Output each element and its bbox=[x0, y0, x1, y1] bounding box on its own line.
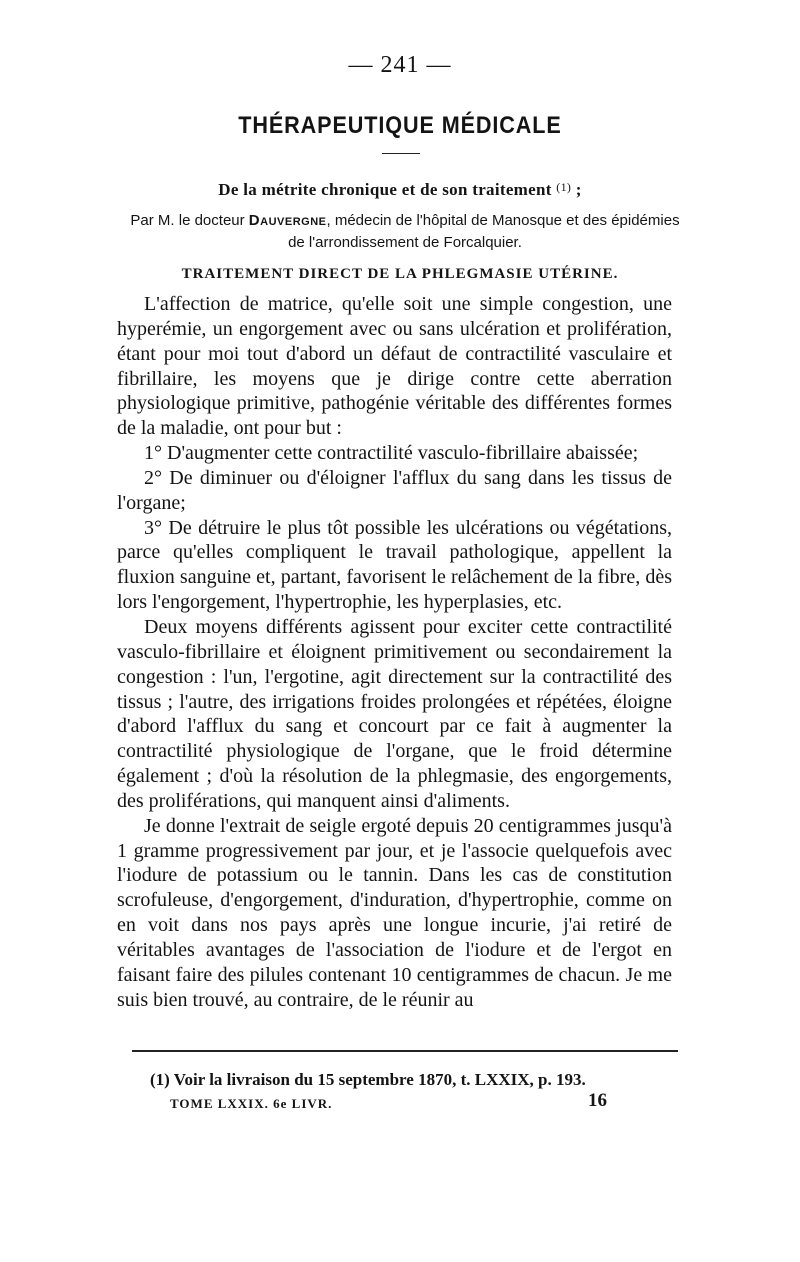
article-title-text: De la métrite chronique et de son traitement bbox=[218, 180, 552, 199]
title-rule bbox=[382, 153, 420, 154]
paragraph: 2° De diminuer ou d'éloigner l'afflux du sang dans les tissus de l'organe; bbox=[117, 466, 672, 514]
paragraph: 3° De détruire le plus tôt possible les ulcérations ou végétations, parce qu'elles compliquent le travail pathologique, appellent la fluxion sanguine et, partant, favorisent le relâchement de la fibre, dès lors l'engorgement, l'hypertrophie, les hyperplasies, etc. bbox=[117, 516, 672, 614]
paragraph: L'affection de matrice, qu'elle soit une simple congestion, une hyperémie, un engorgement avec ou sans ulcération et prolifération, étant pour moi tout d'abord un défaut de contractilité vasculaire et fibrillaire, les moyens que je dirige contre cette aberration physiologique primitive, pathogénie véritable des différentes formes de la maladie, ont pour but : bbox=[117, 293, 672, 440]
author-prefix: Par M. le docteur bbox=[130, 212, 245, 229]
body-text bbox=[117, 292, 672, 1012]
footnote-rule bbox=[132, 1050, 678, 1052]
signature-number: 16 bbox=[588, 1090, 607, 1111]
footnote: (1) Voir la livraison du 15 septembre 1870, t. LXXIX, p. 193. bbox=[150, 1070, 586, 1089]
article-title bbox=[0, 180, 800, 200]
section-title: THÉRAPEUTIQUE MÉDICALE bbox=[238, 112, 562, 139]
paragraph: Deux moyens différents agissent pour exciter cette contractilité vasculo-fibrillaire et éloignent primitivement ou secondairement la congestion : l'un, l'ergotine, agit directement sur la contractilité des tissus ; l'autre, des irrigations froides prolongées et répétées, éloigne d'abord l'afflux du sang et concourt par ce fait à augmenter la contractilité physiologique de l'organe, que le froid détermine également ; d'où la résolution de la phlegmasie, des engorgements, des proliférations, qui manquent ainsi d'aliments. bbox=[117, 615, 672, 812]
article-title-end: ; bbox=[575, 180, 582, 199]
author-affiliation-2: de l'arrondissement de Forcalquier. bbox=[288, 234, 522, 251]
paragraph: Je donne l'extrait de seigle ergoté depuis 20 centigrammes jusqu'à 1 gramme progressivement par jour, et je l'associe quelquefois avec l'iodure de potassium ou le tannin. Dans les cas de constitution scrofuleuse, d'engorgement, d'induration, d'hypertrophie, comme on en voit dans nos pays après une longue incurie, j'ai retiré de véritables avantages de l'association de l'iodure et de l'ergot en faisant faire des pilules contenant 10 centigrammes de chacun. Je me suis bien trouvé, au contraire, de le réunir au bbox=[117, 814, 672, 1011]
subheading: TRAITEMENT DIRECT DE LA PHLEGMASIE UTÉRINE. bbox=[181, 266, 619, 282]
footnote-mark: (1) bbox=[556, 180, 572, 194]
page-number: — 241 — bbox=[348, 52, 452, 78]
author-affiliation: , médecin de l'hôpital de Manosque et des épidémies bbox=[326, 212, 680, 229]
author-name: Dauvergne bbox=[248, 212, 327, 229]
signature-label: TOME LXXIX. 6e LIVR. bbox=[170, 1096, 333, 1111]
paragraph: 1° D'augmenter cette contractilité vasculo-fibrillaire abaissée; bbox=[144, 442, 639, 465]
author-line bbox=[120, 210, 690, 254]
